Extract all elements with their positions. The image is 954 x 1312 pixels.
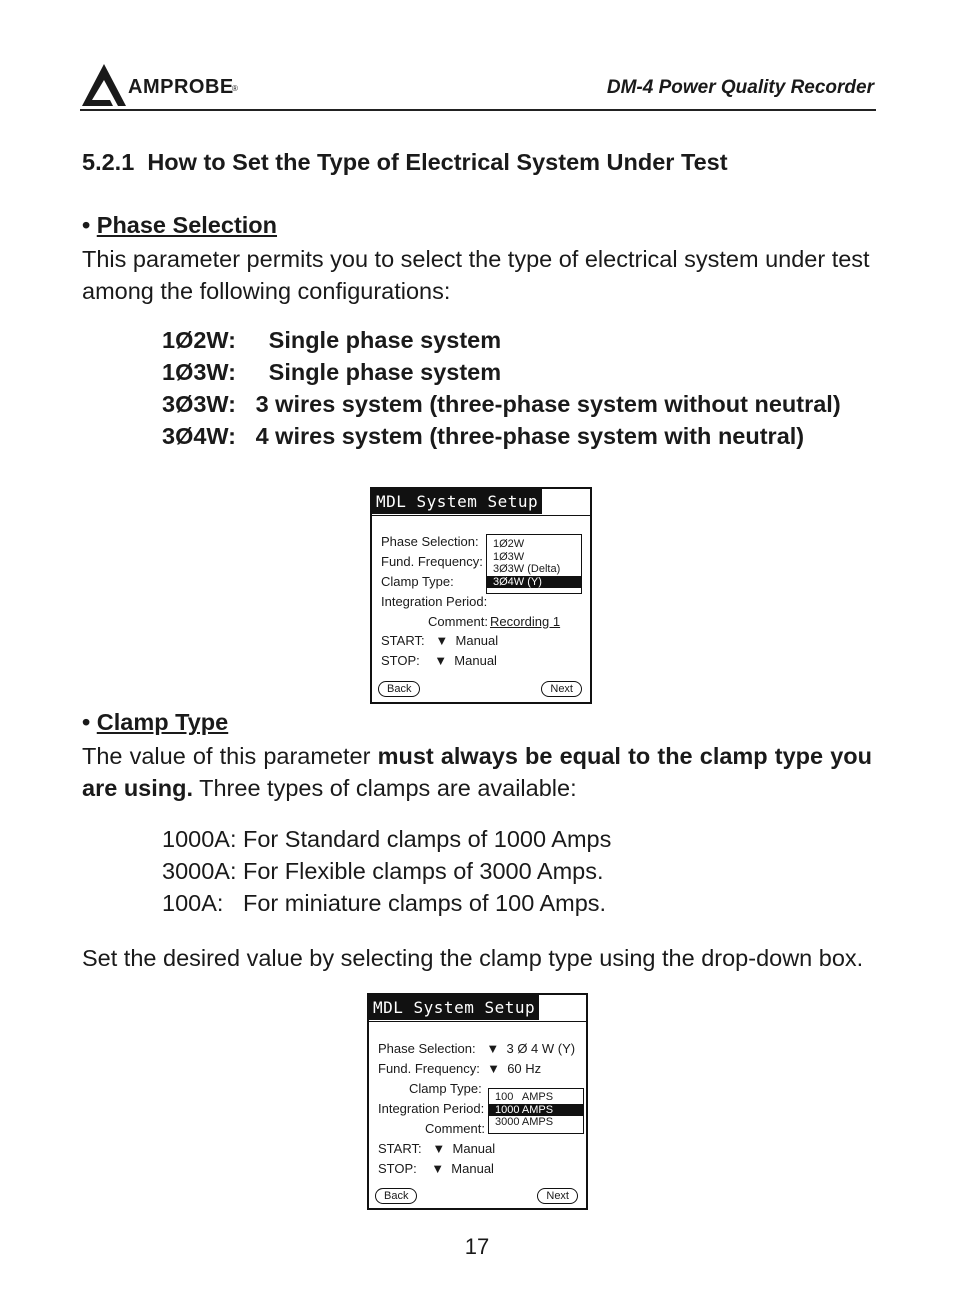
label-integration-period: Integration Period:: [378, 1101, 485, 1116]
page-number: 17: [464, 1234, 490, 1259]
config-3o4w: 3Ø4W: 4 wires system (three-phase system with neutral): [162, 423, 805, 449]
phase-heading-text: Phase Selection: [96, 212, 278, 238]
start-mode[interactable]: START: ▼ Manual: [378, 1141, 496, 1156]
phase-selection-heading: • Phase Selection: [82, 212, 278, 238]
back-button[interactable]: Back: [375, 1188, 417, 1204]
label-fund-frequency: Fund. Frequency:: [381, 554, 483, 569]
comment-value[interactable]: Recording 1: [490, 614, 561, 629]
clamp-para-prefix: The value of this parameter: [82, 743, 378, 769]
next-button[interactable]: Next: [537, 1188, 578, 1204]
stop-mode[interactable]: STOP: ▼ Manual: [378, 1161, 494, 1176]
registered-mark: ®: [232, 84, 238, 93]
config-1o2w: 1Ø2W: Single phase system: [162, 327, 502, 353]
option-1000-amps-selected[interactable]: 1000 AMPS: [489, 1104, 583, 1117]
header-rule: [80, 109, 876, 111]
clamp-dropdown[interactable]: [488, 1088, 584, 1134]
config-3o3w: 3Ø3W: 3 wires system (three-phase system without neutral): [162, 391, 841, 417]
clamp-heading-text: Clamp Type: [96, 709, 229, 735]
fund-frequency-value[interactable]: Fund. Frequency: ▼ 60 Hz: [378, 1061, 542, 1076]
section-title: 5.2.1 How to Set the Type of Electrical System Under Test: [82, 149, 728, 175]
document-title: DM-4 Power Quality Recorder: [606, 77, 874, 98]
label-clamp-type: Clamp Type:: [409, 1081, 482, 1096]
screen-title: MDL System Setup: [372, 489, 542, 514]
label-phase-selection: Phase Selection:: [381, 534, 479, 549]
option-1o2w[interactable]: 1Ø2W: [493, 538, 525, 550]
option-3o4w-selected[interactable]: 3Ø4W (Y): [487, 576, 581, 589]
clamp-paragraph: [82, 740, 872, 804]
next-button[interactable]: Next: [541, 681, 582, 697]
phase-dropdown[interactable]: [486, 534, 582, 594]
title-divider: [369, 1021, 586, 1022]
label-clamp-type: Clamp Type:: [381, 574, 454, 589]
config-1o3w: 1Ø3W: Single phase system: [162, 359, 502, 385]
label-integration-period: Integration Period:: [381, 594, 488, 609]
phase-selection-value[interactable]: Phase Selection: ▼ 3 Ø 4 W (Y): [378, 1041, 576, 1056]
clamp-type-100a: 100A: For miniature clamps of 100 Amps.: [162, 890, 607, 916]
clamp-para-bold: must always be equal to the clamp type you are using.: [82, 743, 873, 801]
label-comment: Comment:: [425, 1121, 485, 1136]
option-100-amps[interactable]: 100 AMPS: [495, 1091, 554, 1103]
option-3000-amps[interactable]: 3000 AMPS: [495, 1116, 554, 1128]
clamp-type-3000a: 3000A: For Flexible clamps of 3000 Amps.: [162, 858, 604, 884]
brand-name: AMPROBE: [128, 76, 234, 98]
clamp-instruction: Set the desired value by selecting the clamp type using the drop-down box.: [82, 945, 864, 971]
screen-title: MDL System Setup: [369, 995, 539, 1020]
screen-phase-selection: [370, 487, 592, 704]
back-button[interactable]: Back: [378, 681, 420, 697]
option-1o3w[interactable]: 1Ø3W: [493, 550, 525, 563]
phase-intro: This parameter permits you to select the type of electrical system under test among the following configurations:: [82, 246, 870, 304]
label-comment: Comment:: [428, 614, 488, 629]
start-mode[interactable]: START: ▼ Manual: [381, 633, 499, 648]
title-divider: [372, 515, 590, 516]
option-3o3w[interactable]: 3Ø3W (Delta): [493, 563, 561, 575]
stop-mode[interactable]: STOP: ▼ Manual: [381, 653, 497, 668]
screen-clamp-type: [367, 993, 588, 1210]
clamp-type-1000a: 1000A: For Standard clamps of 1000 Amps: [162, 826, 612, 852]
clamp-type-heading: • Clamp Type: [82, 709, 229, 735]
clamp-para-suffix: Three types of clamps are available:: [193, 775, 577, 801]
